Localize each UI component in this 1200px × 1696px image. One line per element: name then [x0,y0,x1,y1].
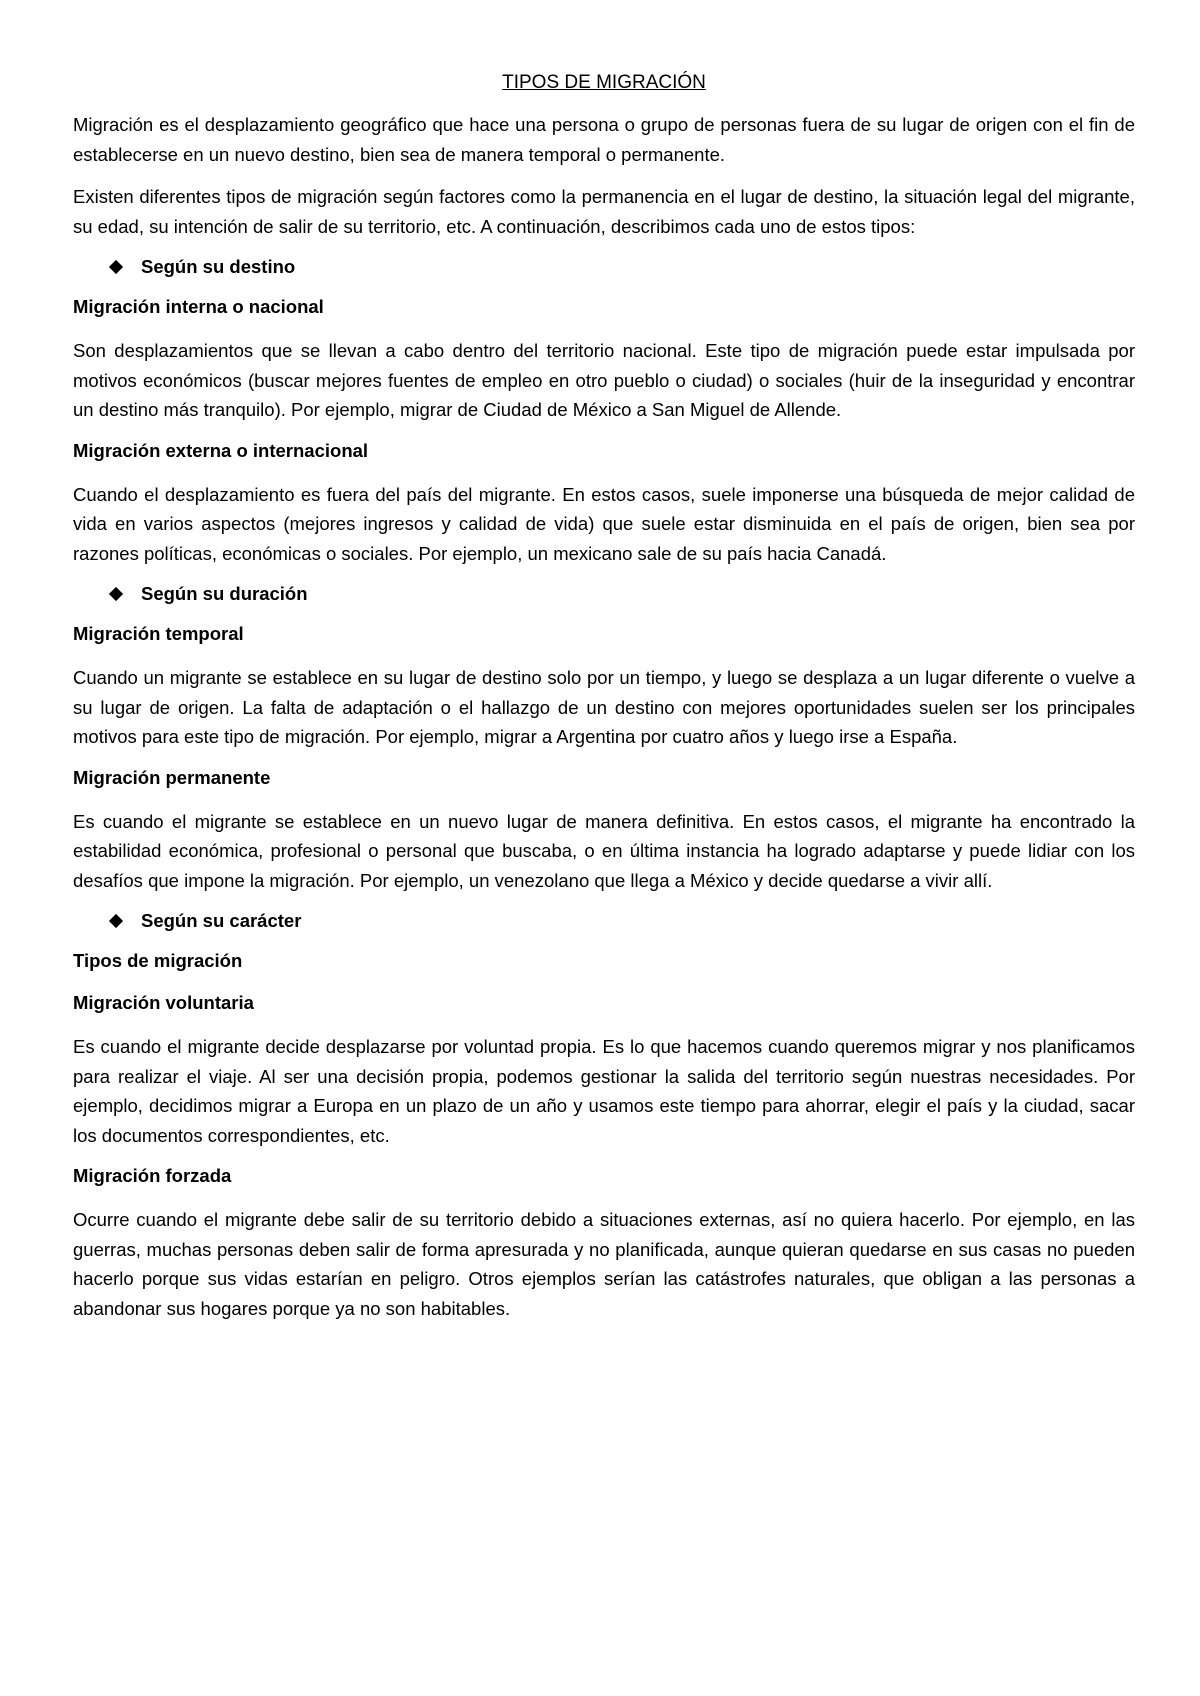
section-bullet-destino [73,254,1135,280]
section-heading: Migración temporal [73,623,244,644]
diamond-bullet-icon [109,587,123,601]
document-title: TIPOS DE MIGRACIÓN [502,72,706,93]
section-subtitle: Tipos de migración [73,950,243,971]
section-bullet-duracion [73,581,1135,607]
section-paragraph: Es cuando el migrante se establece en un nuevo lugar de manera definitiva. En estos casos, el migrante ha encontrado la estabilidad económica, profesional o personal que buscaba, o en última instancia ha logrado adaptarse y puede lidiar con los desafíos que impone la migración. Por ejemplo, un venezolano que llega a México y decide quedarse a vivir allí. [73,810,1135,891]
intro-paragraph: Existen diferentes tipos de migración según factores como la permanencia en el lugar de destino, la situación legal del migrante, su edad, su intención de salir de su territorio, etc. A continuación, describimos cada uno de estos tipos: [73,186,1135,237]
section-paragraph: Es cuando el migrante decide desplazarse por voluntad propia. Es lo que hacemos cuando queremos migrar y nos planificamos para realizar el viaje. Al ser una decisión propia, podemos gestionar la salida del territorio según nuestras necesidades. Por ejemplo, decidimos migrar a Europa en un plazo de un año y usamos este tiempo para ahorrar, elegir el país y la ciudad, sacar los documentos correspondientes, etc. [73,1036,1135,1146]
section-heading: Migración externa o internacional [73,439,369,461]
section-bullet-label: Según su carácter [141,910,302,931]
section-paragraph: Cuando el desplazamiento es fuera del país del migrante. En estos casos, suele imponerse una búsqueda de mejor calidad de vida en varios aspectos (mejores ingresos y calidad de vida) que suele estar disminuida en el país de origen, bien sea por razones políticas, económicas o sociales. Por ejemplo, un mexicano sale de su país hacia Canadá. [73,483,1135,564]
diamond-bullet-icon [109,914,123,928]
section-bullet-label: Según su duración [141,583,308,604]
section-heading: Migración interna o nacional [73,296,324,317]
section-paragraph: Cuando un migrante se establece en su lugar de destino solo por un tiempo, y luego se desplaza a un lugar diferente o vuelve a su lugar de origen. La falta de adaptación o el hallazgo de un destino con mejores oportunidades suelen ser los principales motivos para este tipo de migración. Por ejemplo, migrar a Argentina por cuatro años y luego irse a España. [73,667,1135,747]
section-paragraph: Ocurre cuando el migrante debe salir de su territorio debido a situaciones externas, así no quiera hacerlo. Por ejemplo, en las guerras, muchas personas deben salir de forma apresurada y no planificada, aunque quieran quedarse en sus casas no pueden hacerlo porque sus vidas estarían en peligro. Otros ejemplos serían las catástrofes naturales, que obligan a las personas a abandonar sus hogares porque ya no son habitables. [73,1209,1135,1319]
section-heading: Migración forzada [73,1165,232,1186]
section-heading: Migración voluntaria [73,992,254,1013]
section-heading: Migración permanente [73,766,271,788]
intro-paragraph: Migración es el desplazamiento geográfico que hace una persona o grupo de personas fuera de su lugar de origen con el fin de establecerse en un nuevo destino, bien sea de manera temporal o permanente. [73,114,1135,165]
document-page [73,70,1135,1336]
section-paragraph: Son desplazamientos que se llevan a cabo dentro del territorio nacional. Este tipo de migración puede estar impulsada por motivos económicos (buscar mejores fuentes de empleo en otro pueblo o ciudad) o sociales (huir de la inseguridad y encontrar un destino más tranquilo). Por ejemplo, migrar de Ciudad de México a San Miguel de Allende. [73,340,1135,420]
section-bullet-label: Según su destino [141,256,296,277]
section-bullet-caracter [73,908,1135,934]
diamond-bullet-icon [109,260,123,274]
